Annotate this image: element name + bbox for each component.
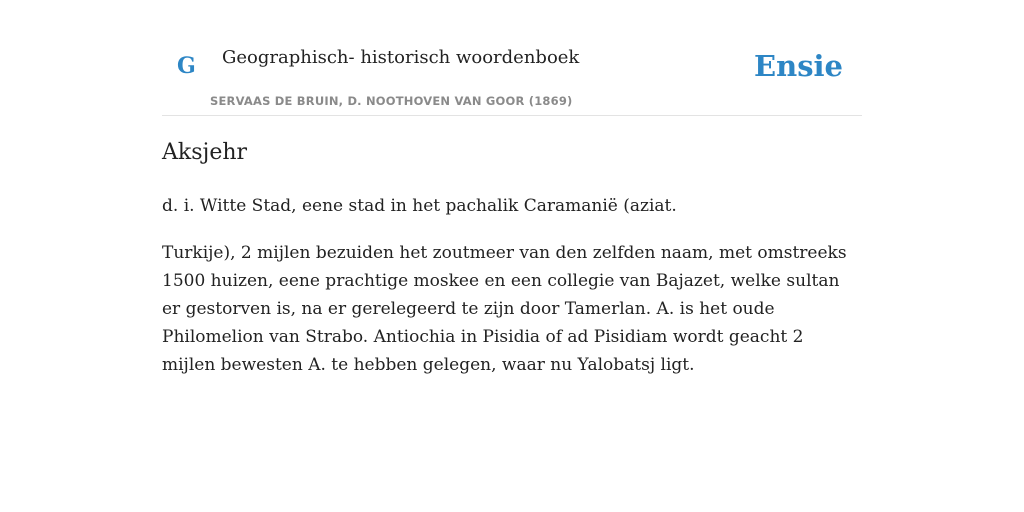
page-container (162, 0, 862, 375)
book-header (162, 0, 862, 116)
entry-title: Aksjehr (162, 140, 248, 165)
book-title[interactable]: Geographisch- historisch woordenboek (222, 47, 580, 68)
ensie-logo[interactable]: Ensie (754, 49, 843, 83)
book-author: SERVAAS DE BRUIN, D. NOOTHOVEN VAN GOOR (1869) (210, 94, 573, 108)
book-logo[interactable]: G (177, 53, 196, 79)
entry-paragraph-2: Turkije), 2 mijlen bezuiden het zoutmeer van den zelfden naam, met omstreeks 1500 huizen, eene prachtige moskee en een collegie van Bajazet, welke sultan er gestorven is, na er gerelegeerd te zijn door Tamerlan. A. is het oude Philomelion van Strabo. Antiochia in Pisidia of ad Pisidiam wordt geacht 2 mijlen bewesten A. te hebben gelegen, waar nu Yalobatsj ligt. (162, 243, 847, 375)
entry-paragraph-1: d. i. Witte Stad, eene stad in het pachalik Caramanië (aziat. (162, 196, 677, 216)
